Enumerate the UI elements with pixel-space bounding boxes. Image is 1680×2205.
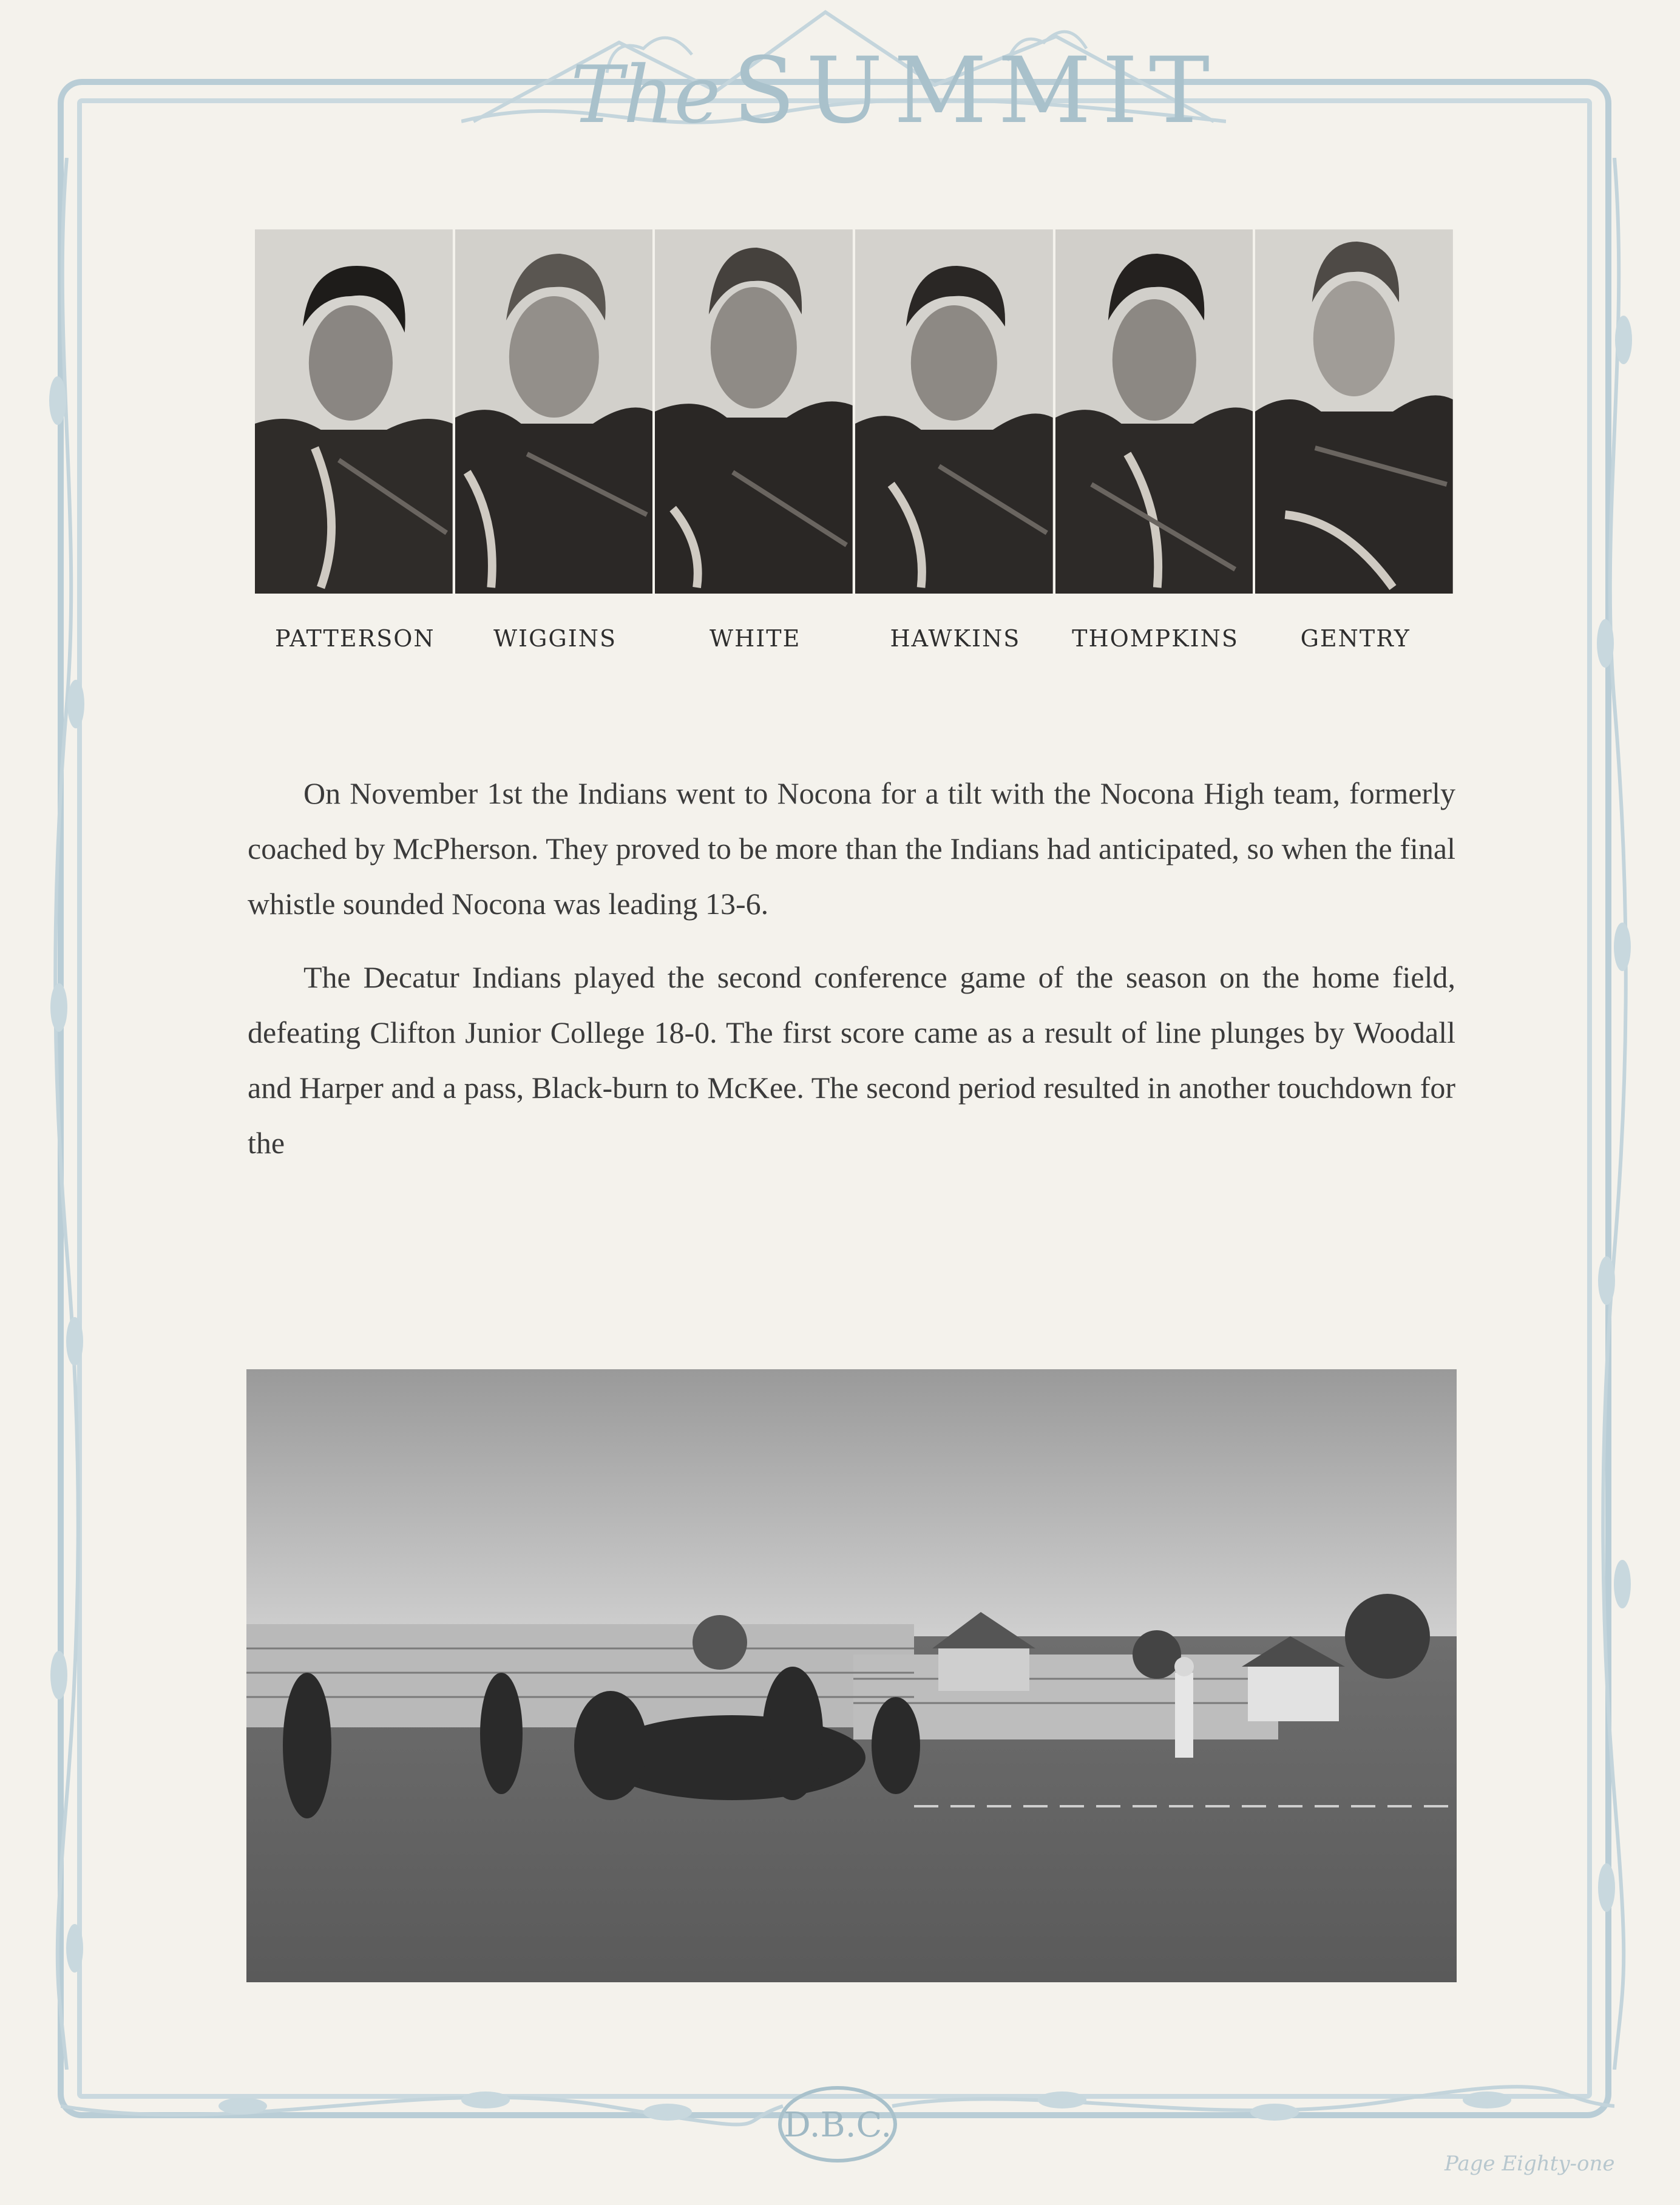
caption-white: WHITE [710, 625, 801, 652]
portrait-gentry [1255, 229, 1455, 594]
page-number: Page Eighty-one [1445, 2152, 1615, 2176]
football-game-photo [246, 1369, 1457, 1982]
player-portraits [255, 229, 1455, 594]
article-paragraph: On November 1st the Indians went to Nocona for a tilt with the Nocona High team, formerly coached by McPherson. They proved to be more than the Indians had anticipated, so when the final whistle sounded Nocona was leading 13-6. [248, 776, 1455, 921]
caption-wiggins: WIGGINS [493, 625, 617, 652]
caption-gentry: GENTRY [1300, 625, 1411, 652]
right-vine-ornament [1593, 158, 1636, 2070]
portrait-thompkins [1055, 229, 1256, 594]
yearbook-title-prefix: The [571, 49, 721, 141]
portrait-wiggins [455, 229, 655, 594]
dbc-monogram: D.B.C. [783, 2105, 892, 2145]
caption-thompkins: THOMPKINS [1072, 625, 1239, 652]
portrait-patterson [255, 229, 455, 594]
portrait-hawkins [855, 229, 1055, 594]
footer-ornament [61, 2064, 1614, 2185]
caption-hawkins: HAWKINS [890, 625, 1021, 652]
article-body [248, 766, 1455, 1189]
yearbook-title-main: SUMMIT [733, 38, 1221, 144]
caption-patterson: PATTERSON [275, 625, 435, 652]
portrait-white [655, 229, 855, 594]
yearbook-title [571, 38, 1238, 144]
portrait-captions [255, 625, 1455, 655]
left-vine-ornament [46, 158, 88, 2070]
article-paragraph: The Decatur Indians played the second conference game of the season on the home field, defeating Clifton Junior College 18-0. The first score came as a result of line plunges by Woodall and Harper and a pass, Black-burn to McKee. The second period resulted in another touchdown for the [248, 960, 1455, 1160]
